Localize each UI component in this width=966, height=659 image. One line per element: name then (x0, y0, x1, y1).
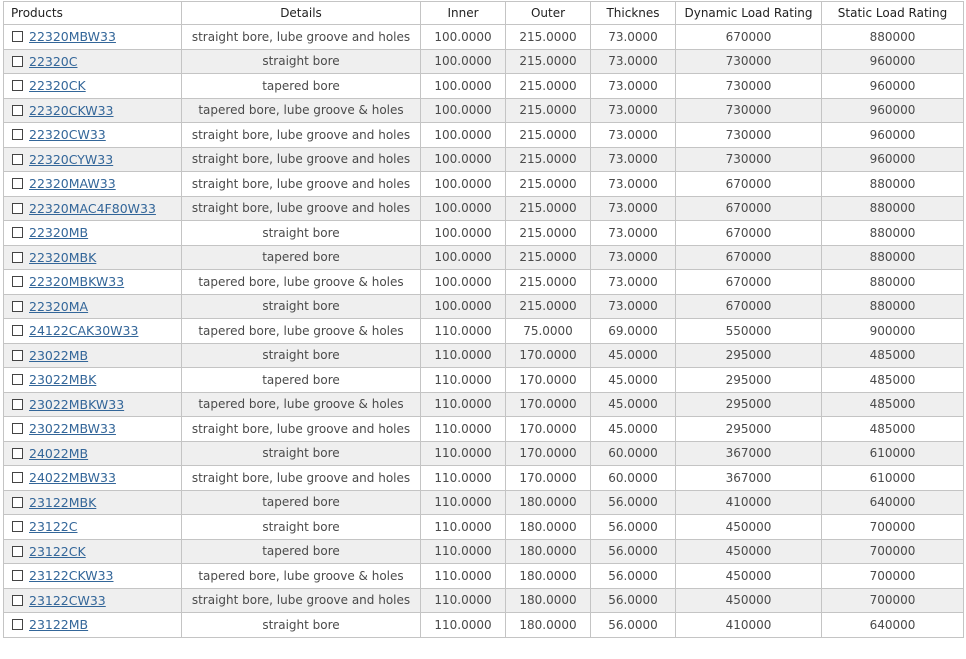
outer-diameter-cell: 215.0000 (506, 221, 591, 246)
dynamic-load-rating-cell: 670000 (676, 245, 822, 270)
product-select-checkbox[interactable] (12, 56, 23, 67)
details-cell: straight bore (182, 294, 421, 319)
product-cell (4, 221, 182, 246)
product-select-checkbox[interactable] (12, 129, 23, 140)
outer-diameter-cell: 215.0000 (506, 147, 591, 172)
product-select-checkbox[interactable] (12, 227, 23, 238)
inner-diameter-cell: 110.0000 (421, 319, 506, 344)
thickness-cell: 60.0000 (591, 466, 676, 491)
details-cell: straight bore, lube groove and holes (182, 588, 421, 613)
table-row (4, 613, 964, 638)
details-cell: tapered bore, lube groove & holes (182, 319, 421, 344)
dynamic-load-rating-cell: 450000 (676, 539, 822, 564)
outer-diameter-cell: 170.0000 (506, 392, 591, 417)
static-load-rating-cell: 485000 (822, 392, 964, 417)
product-cell (4, 74, 182, 99)
product-select-checkbox[interactable] (12, 350, 23, 361)
inner-diameter-cell: 100.0000 (421, 123, 506, 148)
details-cell: straight bore, lube groove and holes (182, 25, 421, 50)
table-row (4, 588, 964, 613)
thickness-cell: 73.0000 (591, 270, 676, 295)
product-link[interactable]: 23122CW33 (29, 592, 106, 608)
thickness-cell: 73.0000 (591, 98, 676, 123)
thickness-cell: 56.0000 (591, 539, 676, 564)
dynamic-load-rating-cell: 410000 (676, 613, 822, 638)
outer-diameter-cell: 215.0000 (506, 294, 591, 319)
outer-diameter-cell: 170.0000 (506, 441, 591, 466)
table-row (4, 221, 964, 246)
dynamic-load-rating-cell: 730000 (676, 123, 822, 148)
dynamic-load-rating-cell: 410000 (676, 490, 822, 515)
table-row (4, 343, 964, 368)
outer-diameter-cell: 170.0000 (506, 417, 591, 442)
product-link[interactable]: 24022MB (29, 445, 89, 461)
outer-diameter-cell: 75.0000 (506, 319, 591, 344)
product-link[interactable]: 22320CYW33 (29, 151, 114, 167)
thickness-cell: 73.0000 (591, 74, 676, 99)
static-load-rating-cell: 700000 (822, 564, 964, 589)
dynamic-load-rating-cell: 670000 (676, 172, 822, 197)
dynamic-load-rating-cell: 450000 (676, 588, 822, 613)
product-select-checkbox[interactable] (12, 276, 23, 287)
details-cell: straight bore, lube groove and holes (182, 147, 421, 172)
details-cell: straight bore (182, 221, 421, 246)
dynamic-load-rating-cell: 450000 (676, 515, 822, 540)
outer-diameter-cell: 180.0000 (506, 539, 591, 564)
static-load-rating-cell: 610000 (822, 441, 964, 466)
dynamic-load-rating-cell: 730000 (676, 147, 822, 172)
table-row (4, 417, 964, 442)
thickness-cell: 73.0000 (591, 245, 676, 270)
thickness-cell: 73.0000 (591, 49, 676, 74)
dynamic-load-rating-cell: 295000 (676, 392, 822, 417)
product-select-checkbox[interactable] (12, 80, 23, 91)
product-link[interactable]: 22320MA (29, 298, 89, 314)
product-cell (4, 392, 182, 417)
outer-diameter-cell: 215.0000 (506, 270, 591, 295)
thickness-cell: 73.0000 (591, 172, 676, 197)
inner-diameter-cell: 100.0000 (421, 172, 506, 197)
outer-diameter-cell: 215.0000 (506, 98, 591, 123)
product-cell (4, 564, 182, 589)
inner-diameter-cell: 100.0000 (421, 74, 506, 99)
product-select-checkbox[interactable] (12, 521, 23, 532)
outer-diameter-cell: 215.0000 (506, 49, 591, 74)
product-cell (4, 490, 182, 515)
table-row (4, 515, 964, 540)
outer-diameter-cell: 180.0000 (506, 564, 591, 589)
product-select-checkbox[interactable] (12, 399, 23, 410)
dynamic-load-rating-cell: 450000 (676, 564, 822, 589)
inner-diameter-cell: 110.0000 (421, 515, 506, 540)
table-row (4, 74, 964, 99)
product-select-checkbox[interactable] (12, 472, 23, 483)
product-link[interactable]: 23022MB (29, 347, 89, 363)
product-cell (4, 319, 182, 344)
product-select-checkbox[interactable] (12, 178, 23, 189)
static-load-rating-cell: 880000 (822, 196, 964, 221)
product-select-checkbox[interactable] (12, 448, 23, 459)
thickness-cell: 56.0000 (591, 515, 676, 540)
dynamic-load-rating-cell: 670000 (676, 270, 822, 295)
thickness-cell: 60.0000 (591, 441, 676, 466)
thickness-cell: 45.0000 (591, 368, 676, 393)
inner-diameter-cell: 100.0000 (421, 294, 506, 319)
static-load-rating-cell: 485000 (822, 417, 964, 442)
static-load-rating-cell: 700000 (822, 539, 964, 564)
table-row (4, 270, 964, 295)
product-link[interactable]: 23122CKW33 (29, 568, 114, 584)
product-link[interactable]: 23122MB (29, 617, 89, 633)
column-header-products[interactable]: Products (4, 2, 182, 25)
static-load-rating-cell: 960000 (822, 74, 964, 99)
inner-diameter-cell: 100.0000 (421, 98, 506, 123)
inner-diameter-cell: 110.0000 (421, 539, 506, 564)
details-cell: straight bore, lube groove and holes (182, 466, 421, 491)
details-cell: straight bore (182, 49, 421, 74)
product-link[interactable]: 22320CKW33 (29, 102, 114, 118)
product-cell (4, 294, 182, 319)
inner-diameter-cell: 110.0000 (421, 490, 506, 515)
inner-diameter-cell: 110.0000 (421, 564, 506, 589)
static-load-rating-cell: 880000 (822, 270, 964, 295)
inner-diameter-cell: 110.0000 (421, 343, 506, 368)
dynamic-load-rating-cell: 670000 (676, 221, 822, 246)
static-load-rating-cell: 700000 (822, 515, 964, 540)
table-row (4, 294, 964, 319)
product-select-checkbox[interactable] (12, 154, 23, 165)
details-cell: tapered bore (182, 368, 421, 393)
details-cell: tapered bore, lube groove & holes (182, 270, 421, 295)
inner-diameter-cell: 100.0000 (421, 49, 506, 74)
thickness-cell: 73.0000 (591, 123, 676, 148)
details-cell: tapered bore (182, 74, 421, 99)
table-row (4, 466, 964, 491)
static-load-rating-cell: 485000 (822, 343, 964, 368)
product-link[interactable]: 23022MBW33 (29, 421, 116, 437)
details-cell: tapered bore (182, 539, 421, 564)
product-cell (4, 441, 182, 466)
thickness-cell: 45.0000 (591, 343, 676, 368)
product-cell (4, 613, 182, 638)
outer-diameter-cell: 215.0000 (506, 25, 591, 50)
product-link[interactable]: 23022MBK (29, 372, 97, 388)
table-body (4, 25, 964, 638)
table-row (4, 25, 964, 50)
details-cell: straight bore, lube groove and holes (182, 172, 421, 197)
static-load-rating-cell: 880000 (822, 172, 964, 197)
product-link[interactable]: 23022MBKW33 (29, 396, 125, 412)
static-load-rating-cell: 640000 (822, 490, 964, 515)
product-link[interactable]: 22320MB (29, 225, 89, 241)
product-link[interactable]: 24122CAK30W33 (29, 323, 139, 339)
thickness-cell: 56.0000 (591, 613, 676, 638)
outer-diameter-cell: 180.0000 (506, 613, 591, 638)
inner-diameter-cell: 110.0000 (421, 392, 506, 417)
static-load-rating-cell: 700000 (822, 588, 964, 613)
table-row (4, 441, 964, 466)
table-row (4, 564, 964, 589)
outer-diameter-cell: 215.0000 (506, 245, 591, 270)
product-select-checkbox[interactable] (12, 619, 23, 630)
product-cell (4, 270, 182, 295)
static-load-rating-cell: 610000 (822, 466, 964, 491)
details-cell: tapered bore, lube groove & holes (182, 392, 421, 417)
table-row (4, 123, 964, 148)
product-cell (4, 98, 182, 123)
product-cell (4, 515, 182, 540)
table-header-row (4, 2, 964, 25)
static-load-rating-cell: 960000 (822, 123, 964, 148)
product-cell (4, 49, 182, 74)
dynamic-load-rating-cell: 670000 (676, 196, 822, 221)
product-select-checkbox[interactable] (12, 497, 23, 508)
static-load-rating-cell: 900000 (822, 319, 964, 344)
dynamic-load-rating-cell: 730000 (676, 74, 822, 99)
thickness-cell: 73.0000 (591, 196, 676, 221)
details-cell: straight bore, lube groove and holes (182, 417, 421, 442)
table-row (4, 392, 964, 417)
outer-diameter-cell: 170.0000 (506, 368, 591, 393)
outer-diameter-cell: 170.0000 (506, 466, 591, 491)
inner-diameter-cell: 100.0000 (421, 270, 506, 295)
static-load-rating-cell: 960000 (822, 98, 964, 123)
product-select-checkbox[interactable] (12, 31, 23, 42)
inner-diameter-cell: 100.0000 (421, 245, 506, 270)
column-header-inner[interactable]: Inner (421, 2, 506, 25)
details-cell: straight bore (182, 441, 421, 466)
product-select-checkbox[interactable] (12, 301, 23, 312)
product-cell (4, 343, 182, 368)
static-load-rating-cell: 960000 (822, 49, 964, 74)
thickness-cell: 69.0000 (591, 319, 676, 344)
dynamic-load-rating-cell: 367000 (676, 466, 822, 491)
details-cell: tapered bore (182, 490, 421, 515)
thickness-cell: 56.0000 (591, 490, 676, 515)
table-row (4, 490, 964, 515)
outer-diameter-cell: 215.0000 (506, 196, 591, 221)
table-row (4, 98, 964, 123)
details-cell: tapered bore, lube groove & holes (182, 564, 421, 589)
outer-diameter-cell: 180.0000 (506, 588, 591, 613)
inner-diameter-cell: 110.0000 (421, 613, 506, 638)
table-row (4, 147, 964, 172)
product-cell (4, 147, 182, 172)
outer-diameter-cell: 215.0000 (506, 123, 591, 148)
inner-diameter-cell: 100.0000 (421, 221, 506, 246)
column-header-outer[interactable]: Outer (506, 2, 591, 25)
product-select-checkbox[interactable] (12, 252, 23, 263)
static-load-rating-cell: 960000 (822, 147, 964, 172)
thickness-cell: 73.0000 (591, 221, 676, 246)
details-cell: straight bore, lube groove and holes (182, 123, 421, 148)
product-select-checkbox[interactable] (12, 595, 23, 606)
product-cell (4, 417, 182, 442)
static-load-rating-cell: 640000 (822, 613, 964, 638)
product-cell (4, 368, 182, 393)
column-header-thickness[interactable]: Thicknes (591, 2, 676, 25)
product-link[interactable]: 22320MBK (29, 249, 97, 265)
table-row (4, 196, 964, 221)
dynamic-load-rating-cell: 295000 (676, 368, 822, 393)
dynamic-load-rating-cell: 730000 (676, 49, 822, 74)
details-cell: tapered bore (182, 245, 421, 270)
outer-diameter-cell: 180.0000 (506, 490, 591, 515)
product-link[interactable]: 22320CK (29, 78, 86, 94)
products-table (3, 1, 964, 638)
product-select-checkbox[interactable] (12, 105, 23, 116)
thickness-cell: 56.0000 (591, 564, 676, 589)
column-header-dynamic-load-rating[interactable]: Dynamic Load Rating (676, 2, 822, 25)
table-row (4, 319, 964, 344)
inner-diameter-cell: 110.0000 (421, 417, 506, 442)
outer-diameter-cell: 215.0000 (506, 74, 591, 99)
inner-diameter-cell: 110.0000 (421, 588, 506, 613)
product-cell (4, 196, 182, 221)
product-cell (4, 25, 182, 50)
product-link[interactable]: 23122MBK (29, 494, 97, 510)
table-row (4, 539, 964, 564)
inner-diameter-cell: 110.0000 (421, 441, 506, 466)
inner-diameter-cell: 110.0000 (421, 466, 506, 491)
thickness-cell: 45.0000 (591, 392, 676, 417)
product-select-checkbox[interactable] (12, 374, 23, 385)
dynamic-load-rating-cell: 295000 (676, 417, 822, 442)
product-cell (4, 245, 182, 270)
inner-diameter-cell: 100.0000 (421, 196, 506, 221)
inner-diameter-cell: 100.0000 (421, 147, 506, 172)
product-link[interactable]: 24022MBW33 (29, 470, 116, 486)
table-row (4, 49, 964, 74)
product-link[interactable]: 22320MBKW33 (29, 274, 125, 290)
product-cell (4, 123, 182, 148)
inner-diameter-cell: 110.0000 (421, 368, 506, 393)
product-link[interactable]: 22320MAC4F80W33 (29, 200, 156, 216)
thickness-cell: 73.0000 (591, 147, 676, 172)
dynamic-load-rating-cell: 670000 (676, 294, 822, 319)
details-cell: straight bore (182, 613, 421, 638)
outer-diameter-cell: 170.0000 (506, 343, 591, 368)
outer-diameter-cell: 215.0000 (506, 172, 591, 197)
table-row (4, 172, 964, 197)
product-select-checkbox[interactable] (12, 570, 23, 581)
details-cell: straight bore, lube groove and holes (182, 196, 421, 221)
static-load-rating-cell: 880000 (822, 245, 964, 270)
inner-diameter-cell: 100.0000 (421, 25, 506, 50)
product-link[interactable]: 23122C (29, 519, 78, 535)
product-link[interactable]: 22320MBW33 (29, 29, 116, 45)
static-load-rating-cell: 880000 (822, 221, 964, 246)
product-link[interactable]: 22320C (29, 53, 78, 69)
product-link[interactable]: 23122CK (29, 543, 86, 559)
dynamic-load-rating-cell: 367000 (676, 441, 822, 466)
product-select-checkbox[interactable] (12, 203, 23, 214)
thickness-cell: 73.0000 (591, 294, 676, 319)
product-select-checkbox[interactable] (12, 325, 23, 336)
thickness-cell: 45.0000 (591, 417, 676, 442)
product-select-checkbox[interactable] (12, 546, 23, 557)
product-link[interactable]: 22320MAW33 (29, 176, 116, 192)
thickness-cell: 73.0000 (591, 25, 676, 50)
details-cell: tapered bore, lube groove & holes (182, 98, 421, 123)
static-load-rating-cell: 485000 (822, 368, 964, 393)
product-select-checkbox[interactable] (12, 423, 23, 434)
product-cell (4, 539, 182, 564)
product-cell (4, 172, 182, 197)
dynamic-load-rating-cell: 670000 (676, 25, 822, 50)
column-header-static-load-rating[interactable]: Static Load Rating (822, 2, 964, 25)
dynamic-load-rating-cell: 550000 (676, 319, 822, 344)
static-load-rating-cell: 880000 (822, 25, 964, 50)
static-load-rating-cell: 880000 (822, 294, 964, 319)
product-cell (4, 466, 182, 491)
column-header-details[interactable]: Details (182, 2, 421, 25)
outer-diameter-cell: 180.0000 (506, 515, 591, 540)
details-cell: straight bore (182, 515, 421, 540)
table-row (4, 368, 964, 393)
product-cell (4, 588, 182, 613)
dynamic-load-rating-cell: 295000 (676, 343, 822, 368)
thickness-cell: 56.0000 (591, 588, 676, 613)
details-cell: straight bore (182, 343, 421, 368)
product-link[interactable]: 22320CW33 (29, 127, 106, 143)
dynamic-load-rating-cell: 730000 (676, 98, 822, 123)
table-row (4, 245, 964, 270)
